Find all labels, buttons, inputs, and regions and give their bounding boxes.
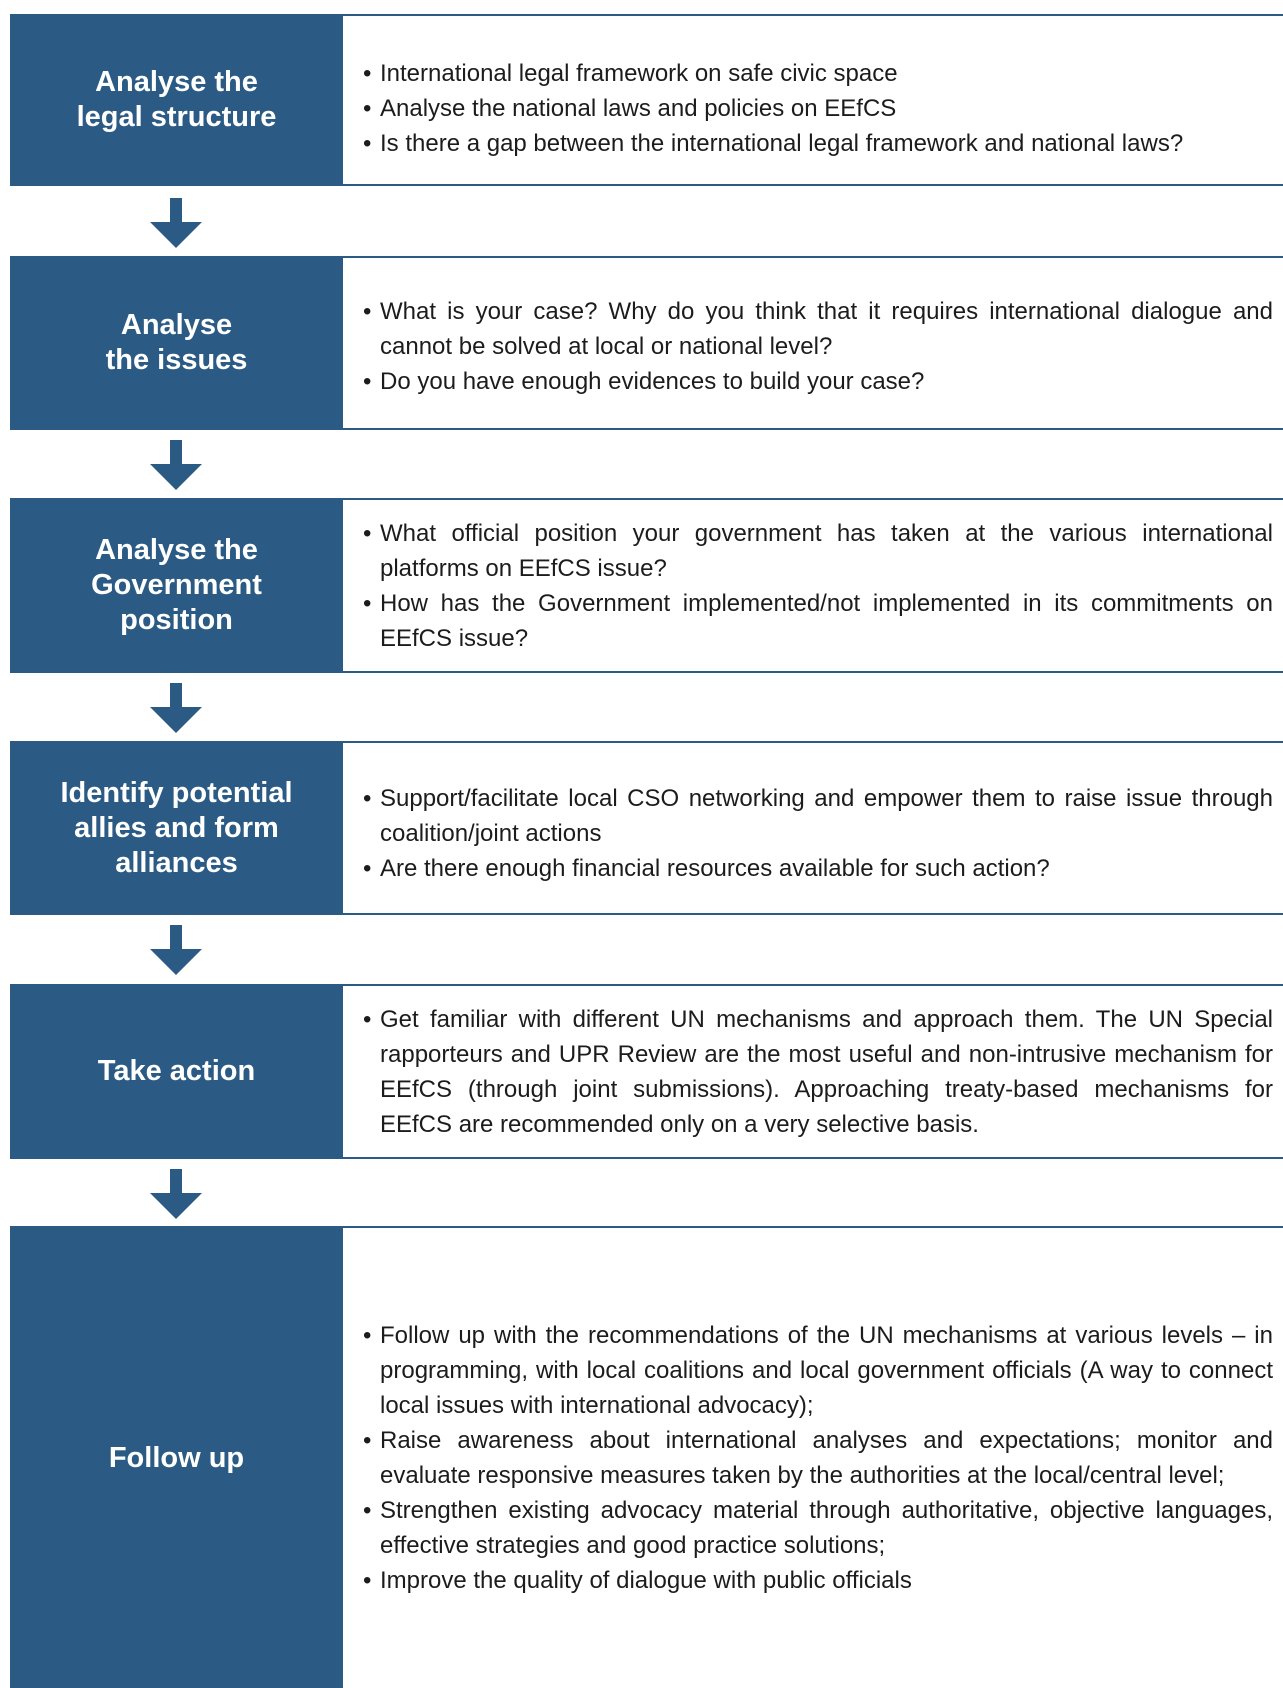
step-title-line: alliances xyxy=(115,846,238,879)
bullet-item: • Is there a gap between the international legal framework and national laws? xyxy=(363,126,1273,161)
step-follow-up xyxy=(10,1226,1283,1688)
arrow-down-icon xyxy=(150,198,202,250)
bullet-list xyxy=(363,516,1273,656)
step-title xyxy=(10,1228,343,1688)
bullet-list xyxy=(363,1318,1273,1598)
bullet-item: • Analyse the national laws and policies on EEfCS xyxy=(363,91,1273,126)
step-title-line: Analyse the xyxy=(95,534,258,566)
step-title-line: legal structure xyxy=(76,101,277,133)
step-details xyxy=(343,258,1283,428)
step-title-line: Analyse the xyxy=(95,66,258,98)
bullet-item: • Support/facilitate local CSO networking and empower them to raise issue through coalition/joint actions xyxy=(363,781,1273,851)
step-title xyxy=(10,258,343,428)
bullet-item: • International legal framework on safe civic space xyxy=(363,56,1273,91)
step-details xyxy=(343,743,1283,913)
step-title xyxy=(10,986,343,1157)
step-title-line: allies and form xyxy=(74,811,279,844)
step-title-line: position xyxy=(120,604,233,636)
arrow-down-icon xyxy=(150,925,202,977)
bullet-item: • Raise awareness about international analyses and expectations; monitor and evaluate responsive measures taken by the authorities at the local/central level; xyxy=(363,1423,1273,1493)
step-title-line: Government xyxy=(91,569,262,601)
step-government-position xyxy=(10,498,1283,673)
step-title xyxy=(10,500,343,671)
bullet-item: • Are there enough financial resources available for such action? xyxy=(363,851,1273,886)
bullet-item: • Strengthen existing advocacy material through authoritative, objective languages, effective strategies and good practice solutions; xyxy=(363,1493,1273,1563)
bullet-item: • What is your case? Why do you think that it requires international dialogue and cannot be solved at local or national level? xyxy=(363,294,1273,364)
bullet-list xyxy=(363,1002,1273,1142)
bullet-list xyxy=(363,294,1273,399)
step-title xyxy=(10,743,343,913)
arrow-down-icon xyxy=(150,440,202,492)
step-title-line: the issues xyxy=(105,344,248,376)
step-legal-structure xyxy=(10,14,1283,186)
step-details xyxy=(343,500,1283,671)
arrow-down-icon xyxy=(150,683,202,735)
bullet-list xyxy=(363,781,1273,886)
bullet-item: • Get familiar with different UN mechanisms and approach them. The UN Special rapporteurs and UPR Review are the most useful and non-intrusive mechanism for EEfCS (through joint submissions). Approaching treaty-based mechanisms for EEfCS are recommended only on a very selective basis. xyxy=(363,1002,1273,1142)
step-issues xyxy=(10,256,1283,430)
step-details xyxy=(343,986,1283,1157)
bullet-item: • Improve the quality of dialogue with public officials xyxy=(363,1563,1273,1598)
step-details xyxy=(343,16,1283,184)
step-title-line: Take action xyxy=(97,1055,256,1087)
step-details xyxy=(343,1228,1283,1688)
bullet-item: • What official position your government has taken at the various international platforms on EEfCS issue? xyxy=(363,516,1273,586)
bullet-list xyxy=(363,56,1273,161)
arrow-down-icon xyxy=(150,1169,202,1221)
bullet-item: • Follow up with the recommendations of the UN mechanisms at various levels – in programming, with local coalitions and local government officials (A way to connect local issues with international advocacy); xyxy=(363,1318,1273,1423)
step-title-line: Follow up xyxy=(108,1441,245,1474)
step-allies-alliances xyxy=(10,741,1283,915)
step-title xyxy=(10,16,343,184)
bullet-item: • Do you have enough evidences to build your case? xyxy=(363,364,1273,399)
step-take-action xyxy=(10,984,1283,1159)
bullet-item: • How has the Government implemented/not implemented in its commitments on EEfCS issue? xyxy=(363,586,1273,656)
step-title-line: Analyse xyxy=(120,309,233,341)
step-title-line: Identify potential xyxy=(60,776,293,809)
